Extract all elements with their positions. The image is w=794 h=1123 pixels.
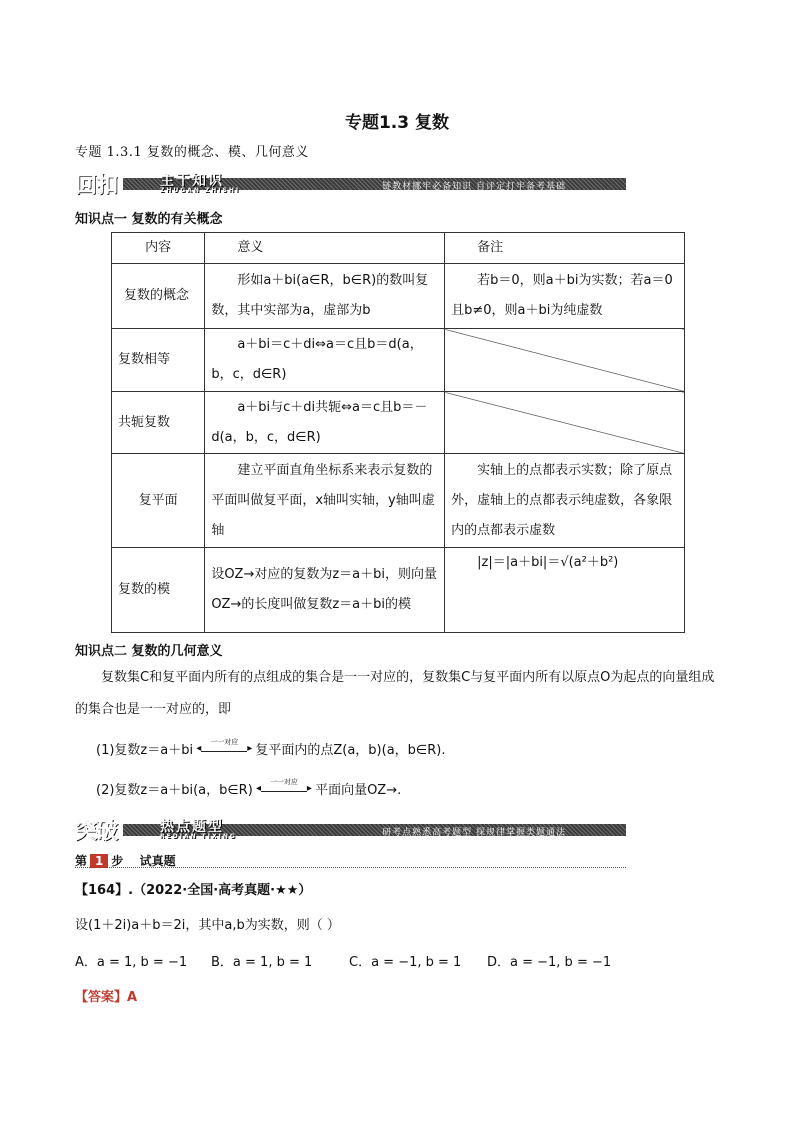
answer: 【答案】A (75, 990, 138, 1005)
section-banner-review (75, 172, 626, 198)
option-d: D．a = −1, b = −1 (487, 955, 612, 970)
table-cell-empty (445, 329, 685, 392)
table-cell: 实轴上的点都表示实数；除了原点外，虚轴上的点都表示纯虚数，各象限内的点都表示虚数 (445, 454, 685, 548)
concept-table (111, 232, 685, 633)
banner-right-text: 链教材挪牢必备知识 自评定打牢备考基础 (382, 182, 566, 192)
item-text: (2)复数z＝a＋bi(a，b∈R) (96, 783, 253, 798)
table-cell: 复数的概念 (112, 264, 205, 329)
table-cell-empty (445, 392, 685, 454)
table-header-row (112, 233, 685, 264)
step-number: 1 (90, 854, 108, 868)
table-header: 备注 (445, 233, 685, 264)
table-cell: 若b＝0，则a＋bi为实数；若a＝0且b≠0，则a＋bi为纯虚数 (445, 264, 685, 329)
table-cell: a＋bi与c＋di共轭⇔a＝c且b＝－d(a，b，c，d∈R) (205, 392, 445, 454)
table-cell: 共轭复数 (112, 392, 205, 454)
question-text: 设(1＋2i)a＋b＝2i，其中a,b为实数，则（ ） (75, 918, 340, 933)
table-cell: a＋bi＝c＋di⇔a＝c且b＝d(a，b，c，d∈R) (205, 329, 445, 392)
table-cell: 设OZ→对应的复数为z＝a＋bi，则向量OZ→的长度叫做复数z＝a＋bi的模 (205, 548, 445, 633)
banner-right-text: 研考点熟悉高考题型 探规律掌握类题通法 (382, 828, 566, 838)
item-text: 平面向量OZ→. (315, 783, 402, 798)
double-arrow-icon: 一一对应 ▸ ◂ (257, 786, 311, 796)
banner-mid-text: 主干知识 ZHUGAN ZHISHI (160, 173, 241, 194)
question-header: 【164】.（2022·全国·高考真题·★★） (75, 883, 312, 898)
table-row (112, 329, 685, 392)
table-row (112, 392, 685, 454)
banner-mid-text: 热点题型 REDIAN TIXING (160, 819, 237, 840)
knowledge-point-1: 知识点一 复数的有关概念 (75, 212, 223, 227)
banner-big-text: 回扣 (75, 168, 123, 199)
paragraph: 复数集C和复平面内所有的点组成的集合是一一对应的，复数集C与复平面内所有以原点O为起点的向量组成的集合也是一一对应的，即 (75, 670, 715, 717)
option-a: A．a = 1, b = −1 (75, 955, 188, 970)
step-title: 试真题 (139, 854, 176, 868)
table-cell: 复数的模 (112, 548, 205, 633)
table-cell: 形如a＋bi(a∈R，b∈R)的数叫复数，其中实部为a，虚部为b (205, 264, 445, 329)
table-cell: 复平面 (112, 454, 205, 548)
table-header: 意义 (205, 233, 445, 264)
divider (75, 867, 626, 868)
table-header: 内容 (112, 233, 205, 264)
table-cell: 复数相等 (112, 329, 205, 392)
subtitle: 专题 1.3.1 复数的概念、模、几何意义 (75, 145, 309, 160)
table-row (112, 548, 685, 633)
mapping-item-2 (96, 779, 401, 798)
step-label: 第 1 步 试真题 (75, 854, 176, 868)
mapping-item-1 (96, 739, 445, 758)
knowledge-point-2: 知识点二 复数的几何意义 (75, 644, 223, 659)
section-banner-breakthrough (75, 818, 626, 844)
table-cell: 建立平面直角坐标系来表示复数的平面叫做复平面，x轴叫实轴，y轴叫虚轴 (205, 454, 445, 548)
table-cell: |z|＝|a＋bi|＝√(a²＋b²) (445, 548, 685, 633)
table-row (112, 264, 685, 329)
item-text: (1)复数z＝a＋bi (96, 743, 194, 758)
table-row (112, 454, 685, 548)
item-text: 复平面内的点Z(a，b)(a，b∈R). (255, 743, 446, 758)
option-c: C．a = −1, b = 1 (349, 955, 462, 970)
banner-big-text: 突破 (75, 814, 123, 845)
option-b: B．a = 1, b = 1 (211, 955, 313, 970)
double-arrow-icon: 一一对应 ▸ ◂ (197, 746, 251, 756)
page-title: 专题1.3 复数 (344, 113, 450, 133)
